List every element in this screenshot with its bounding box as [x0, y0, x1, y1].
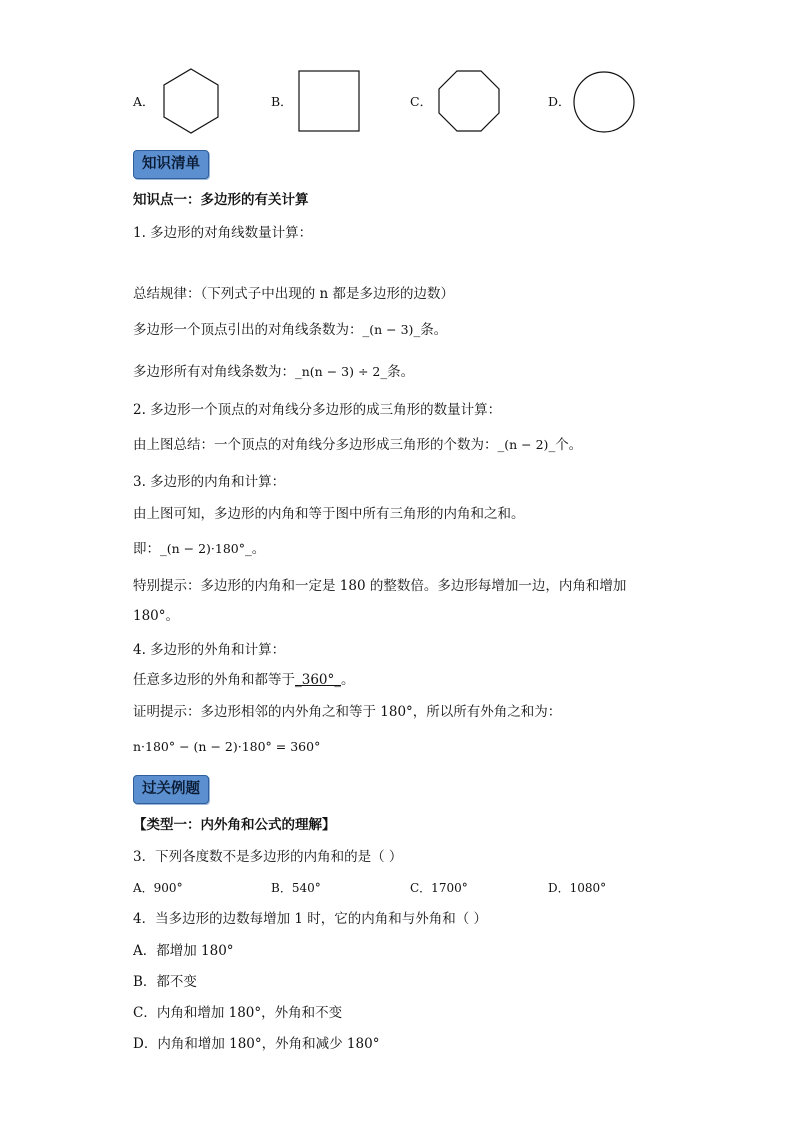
- q4-option-b: B．都不变: [133, 974, 197, 990]
- line-f: [133, 671, 355, 689]
- question-4-stem: 4．当多边形的边数每增加 1 时，它的内角和与外角和（ ）: [133, 911, 488, 927]
- item4-text: 4. 多边形的外角和计算：: [133, 642, 286, 658]
- tip-line-1: 特别提示：多边形的内角和一定是 180 的整数倍。多边形每增加一边，内角和增加: [133, 578, 627, 594]
- line-a-suffix: _条。: [413, 322, 448, 338]
- item3-text: 3. 多边形的内角和计算：: [133, 474, 286, 490]
- q3-option-a: A．900°: [133, 881, 183, 895]
- proof-hint: 证明提示：多边形相邻的内外角之和等于 180°，所以所有外角之和为：: [133, 704, 562, 720]
- q4-option-d: D．内角和增加 180°，外角和减少 180°: [133, 1036, 380, 1052]
- line-f-value: _360°_: [295, 672, 342, 688]
- line-e: [133, 540, 265, 558]
- q3-option-c: C．1700°: [410, 881, 468, 895]
- line-b: [133, 363, 414, 381]
- hexagon-icon: [163, 68, 219, 134]
- line-f-prefix: 任意多边形的外角和都等于: [133, 672, 295, 688]
- option-c-label: C．: [410, 94, 433, 109]
- type-one-heading: 【类型一：内外角和公式的理解】: [133, 817, 336, 833]
- line-c-prefix: 由上图总结：一个顶点的对角线分多边形成三角形的个数为：_: [133, 437, 505, 453]
- circle-icon: [573, 71, 635, 133]
- line-b-suffix: _条。: [380, 364, 415, 380]
- line-e-suffix: _。: [245, 541, 266, 557]
- item1-text: 1. 多边形的对角线数量计算：: [133, 225, 313, 241]
- line-b-formula: n(n − 3) ÷ 2: [301, 364, 381, 379]
- option-b-label: B．: [271, 94, 293, 109]
- line-a-formula: (n − 3): [369, 322, 414, 337]
- line-b-prefix: 多边形所有对角线条数为：_: [133, 364, 302, 380]
- q4-option-c: C．内角和增加 180°，外角和不变: [133, 1005, 343, 1021]
- line-a: [133, 321, 447, 339]
- line-c-suffix: _个。: [548, 437, 583, 453]
- knowledge-list-badge: 知识清单: [133, 150, 209, 179]
- proof-formula: n·180° − (n − 2)·180° = 360°: [133, 739, 321, 754]
- knowledge-point-heading: 知识点一：多边形的有关计算: [133, 192, 309, 208]
- rule-text: 总结规律：（下列式子中出现的 n 都是多边形的边数）: [133, 286, 455, 302]
- question-3-stem: 3．下列各度数不是多边形的内角和的是（ ）: [133, 849, 403, 865]
- line-e-prefix: 即：_: [133, 541, 167, 557]
- line-a-prefix: 多边形一个顶点引出的对角线条数为：_: [133, 322, 370, 338]
- option-d-label: D．: [548, 94, 571, 109]
- line-e-formula: (n − 2)·180°: [166, 541, 246, 556]
- q3-option-d: D．1080°: [548, 881, 607, 895]
- q4-option-a: A．都增加 180°: [133, 943, 234, 959]
- line-f-suffix: 。: [341, 672, 355, 688]
- line-c-formula: (n − 2): [504, 437, 549, 452]
- line-c: [133, 436, 582, 454]
- octagon-icon: [438, 70, 500, 132]
- square-icon: [298, 70, 360, 132]
- item2-text: 2. 多边形一个顶点的对角线分多边形的成三角形的数量计算：: [133, 402, 502, 418]
- tip-line-2: 180°。: [133, 608, 180, 624]
- option-a-label: A．: [133, 94, 155, 109]
- examples-badge: 过关例题: [133, 775, 209, 804]
- line-d: 由上图可知，多边形的内角和等于图中所有三角形的内角和之和。: [133, 506, 525, 522]
- q3-option-b: B．540°: [271, 881, 321, 895]
